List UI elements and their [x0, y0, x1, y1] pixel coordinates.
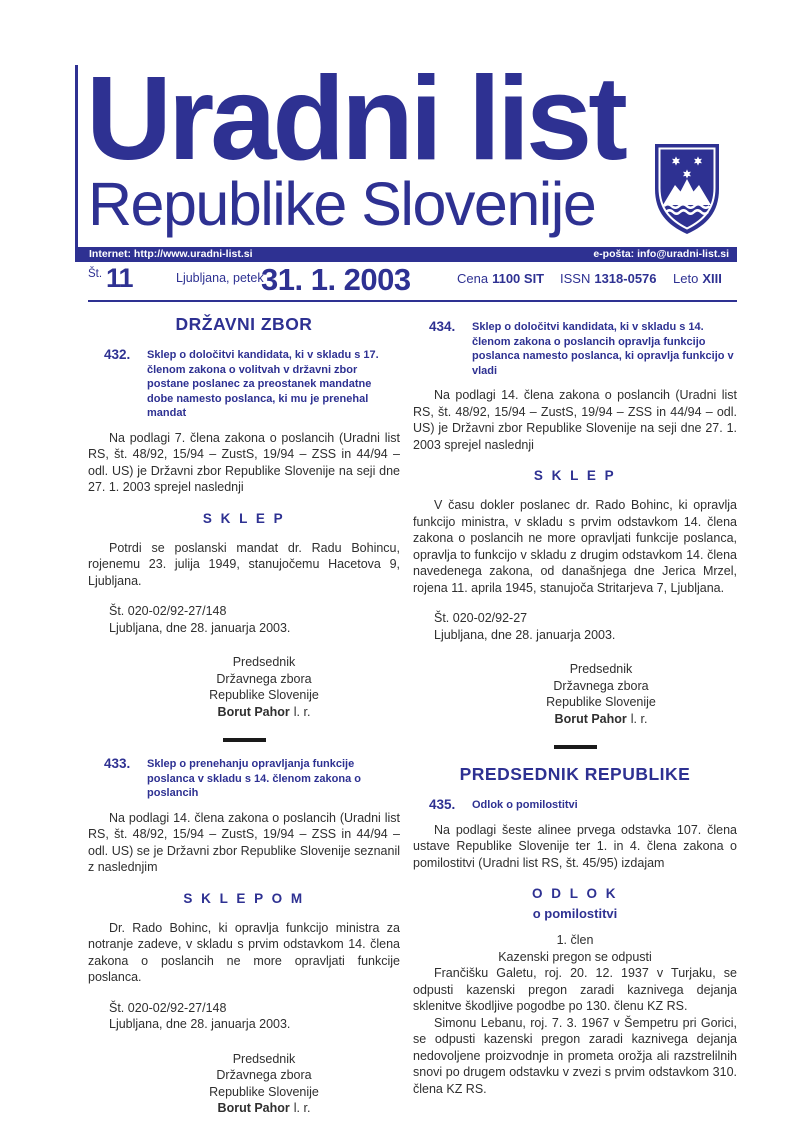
column-left [88, 314, 400, 1117]
article-body: V času dokler poslanec dr. Rado Bohinc, ki opravlja funkcijo ministra, v skladu s prvim odstavkom 14. člena zakona o poslancih ne more opravljati funkcije poslanca, opravlja to funkcijo v skladu z drugim odstavkom 14. člena navedenega zakona, od današnjega dne Jerica Mrzel, rojena 11. aprila 1945, stanujoča Stritarjeva 7, Ljubljana. [413, 498, 737, 595]
article-divider-bar [554, 745, 597, 749]
article-header [88, 757, 400, 801]
signature-org-line: Državnega zbora [216, 1068, 312, 1082]
dateline: Ljubljana, dne 28. januarja 2003. [109, 1017, 291, 1031]
price: Cena 1100 SIT [457, 271, 545, 286]
article-header [413, 798, 737, 813]
signatory [501, 711, 701, 728]
article-number: 434. [429, 319, 456, 334]
reference-number: Št. 020-02/92-27/148 [109, 604, 227, 618]
reference-block [109, 603, 400, 636]
resolution-heading: S K L E P O M [183, 890, 305, 906]
issn: ISSN 1318-0576 [560, 271, 657, 286]
article-divider-bar [223, 738, 266, 742]
signature-title: Predsednik [569, 662, 633, 676]
signature-org-line: Republike Slovenije [546, 695, 656, 709]
article-summary: Odlok o pomilostitvi [472, 799, 578, 811]
article-body: Simonu Lebanu, roj. 7. 3. 1967 v Šempetru pri Gorici, se odpusti kazenski pregon zaradi kaznivega dejanja nedovoljene proizvodnje in prometa orožja ali razstrelilnih snovi po drugem odstavku v zvezi s prvim odstavkom 310. člena KZ RS. [413, 1015, 737, 1096]
article-summary: Sklep o določitvi kandidata, ki v skladu s 17. členom zakona o volitvah v državni zbor postane poslanec za preostanek mandatne dobe namesto poslanca, ki mu je prenehal mandat [147, 349, 379, 419]
reference-block [109, 1000, 400, 1033]
article-number: 432. [104, 347, 131, 362]
article-435 [413, 798, 737, 1097]
article-intro: Na podlagi 14. člena zakona o poslancih (Uradni list RS, št. 48/92, 15/94 – ZustS, 19/94 – ZSS in 44/94 – odl. US) je Državni zbor Republike Slovenije na seji dne 27. 1. 2003 sprejel naslednji [413, 388, 737, 452]
issue-label: Št. [88, 268, 103, 280]
article-434 [413, 320, 737, 727]
clause-title: Kazenski pregon se odpusti [498, 949, 652, 964]
signatory-suffix: l. r. [630, 711, 648, 726]
signatory-suffix: l. r. [293, 704, 311, 719]
resolution-heading: S K L E P [202, 510, 286, 526]
article-intro: Na podlagi 14. člena zakona o poslancih (Uradni list RS, št. 48/92, 15/94 – ZustS, 19/94 – ZSS in 44/94 – odl. US) se je Državni zbor Republike Slovenije seznanil z naslednjim [88, 810, 400, 874]
masthead-bottom-rule [88, 300, 737, 302]
volume-year: Leto XIII [673, 271, 722, 286]
issue-date: 31. 1. 2003 [261, 262, 411, 297]
email-address: e-pošta: info@uradni-list.si [593, 248, 729, 260]
section-title-predsednik-republike: PREDSEDNIK REPUBLIKE [459, 764, 691, 784]
signature-block [164, 1051, 364, 1117]
article-summary: Sklep o prenehanju opravljanja funkcije poslanca v skladu s 14. členom zakona o poslancih [147, 758, 361, 799]
clause-number: 1. člen [556, 933, 594, 947]
reference-block [434, 610, 737, 643]
signatory-name: Borut Pahor [217, 1101, 290, 1115]
signatory-name: Borut Pahor [217, 704, 290, 719]
issue-number: 11 [106, 263, 133, 293]
issn-value: 1318-0576 [594, 271, 657, 286]
article-body: Dr. Rado Bohinc, ki opravlja funkcijo ministra za notranje zadeve, v skladu s prvim odstavkom 14. člena zakona o poslancih ne more opravljati funkcije poslanca. [88, 920, 400, 984]
issue-info-row [75, 262, 737, 300]
volume-year-value: XIII [702, 271, 722, 286]
reference-number: Št. 020-02/92-27 [434, 611, 528, 625]
article-433 [88, 757, 400, 1117]
article-body: Frančišku Galetu, roj. 20. 12. 1937 v Turjaku, se odpusti kazenski pregon zaradi kaznivega dejanja sklenitve škodljive pogodbe po 130. členu KZ RS. [413, 966, 737, 1013]
signature-org-line: Državnega zbora [553, 678, 649, 693]
gazette-subtitle: Republike Slovenije [88, 170, 596, 238]
contact-bar [75, 247, 737, 262]
signatory [164, 704, 364, 721]
article-432 [88, 348, 400, 720]
article-number: 433. [104, 756, 131, 771]
signatory-suffix: l. r. [293, 1101, 311, 1115]
price-value: 1100 SIT [492, 271, 545, 286]
signature-title: Predsednik [232, 1051, 296, 1066]
dateline: Ljubljana, dne 28. januarja 2003. [434, 627, 616, 642]
signature-org-line: Državnega zbora [216, 671, 312, 686]
article-body: Potrdi se poslanski mandat dr. Radu Bohincu, rojenemu 23. julija 1949, stanujočemu Hacetova 9, Ljubljana. [88, 540, 400, 588]
signature-block [164, 654, 364, 720]
slovenia-coat-of-arms-icon [652, 143, 722, 236]
signature-org-line: Republike Slovenije [209, 1084, 319, 1099]
gazette-title: Uradni list [86, 52, 624, 185]
article-number: 435. [429, 797, 456, 812]
page-content [88, 314, 737, 1117]
column-right [413, 314, 737, 1117]
dateline: Ljubljana, dne 28. januarja 2003. [109, 620, 291, 635]
signatory [164, 1100, 364, 1117]
masthead [75, 52, 737, 307]
place-and-day: Ljubljana, petek [176, 271, 264, 285]
signature-block [501, 661, 701, 727]
signature-title: Predsednik [232, 655, 296, 669]
article-header [88, 348, 400, 421]
masthead-left-rule [75, 65, 78, 247]
article-header [413, 320, 737, 378]
article-intro: Na podlagi 7. člena zakona o poslancih (Uradni list RS, št. 48/92, 15/94 – ZustS, 19/94 – ZSS in 44/94 – odl. US) je Državni zbor Republike Slovenije na seji dne 27. 1. 2003 sprejel naslednji [88, 430, 400, 494]
internet-url: Internet: http://www.uradni-list.si [89, 248, 253, 260]
decree-heading: O D L O K [531, 886, 618, 901]
reference-number: Št. 020-02/92-27/148 [109, 1000, 227, 1015]
signatory-name: Borut Pahor [554, 711, 627, 726]
article-intro: Na podlagi šeste alinee prvega odstavka 107. člena ustave Republike Slovenije ter 1. in 4. člena zakona o pomilostitvi (Uradni list RS, št. 45/95) izdajam [413, 822, 737, 870]
section-title-drzavni-zbor: DRŽAVNI ZBOR [175, 314, 313, 334]
article-summary: Sklep o določitvi kandidata, ki v skladu s 14. členom zakona o poslancih opravlja funkcijo poslanca namesto poslanca, ki opravlja funkcijo v vladi [472, 321, 734, 377]
decree-subheading: o pomilostitvi [532, 906, 618, 921]
resolution-heading: S K L E P [533, 468, 617, 483]
signature-org-line: Republike Slovenije [209, 688, 319, 702]
